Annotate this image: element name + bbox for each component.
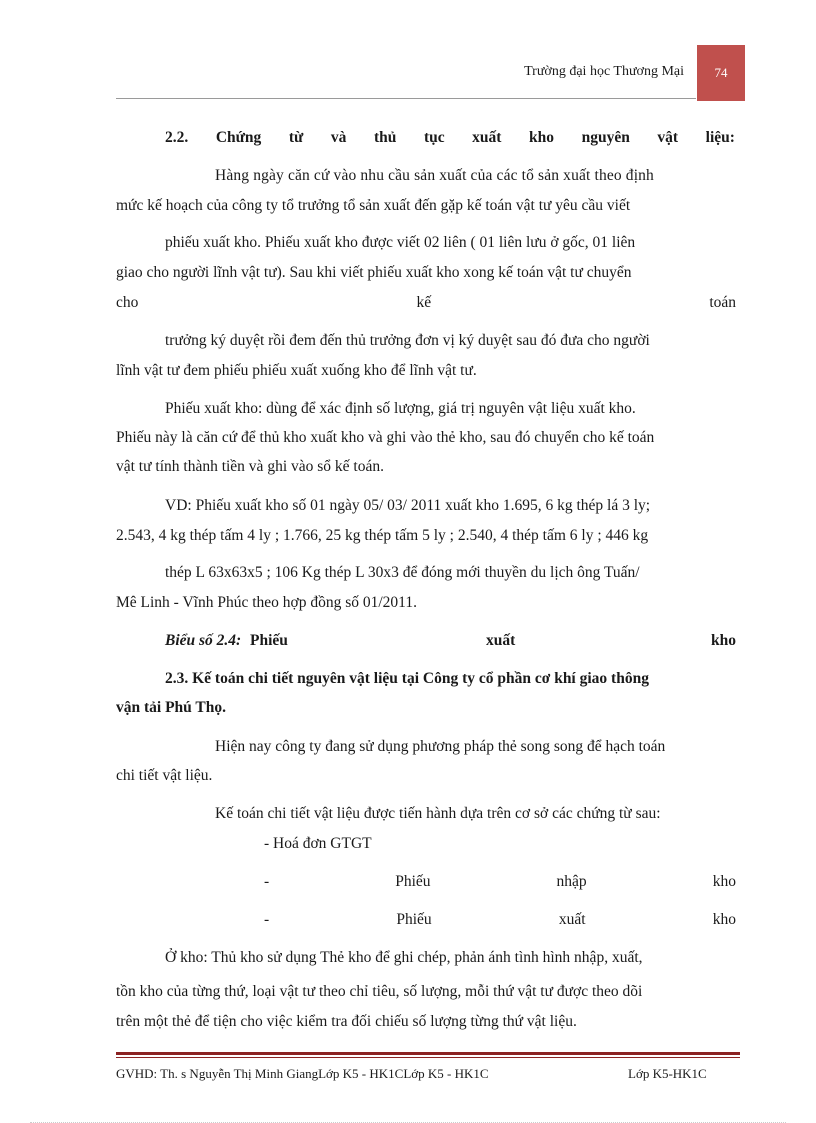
para6-line1: Ở kho: Thủ kho sử dụng Thẻ kho để ghi chép, phản ánh tình hình nhập, xuất, (165, 949, 643, 966)
para2-line1: Phiếu xuất kho: dùng để xác định số lượng, giá trị nguyên vật liệu xuất kho. (165, 400, 636, 417)
bullet-hoa-don: - Hoá đơn GTGT (264, 835, 372, 852)
para1-line5: cho kế toán (116, 294, 736, 311)
bullet-phieu-xuat: - Phiếu xuất kho (264, 911, 736, 928)
para1-line1: Hàng ngày căn cứ vào nhu cầu sản xuất của các tổ sản xuất theo định (215, 167, 654, 184)
para2-line2: Phiếu này là căn cứ để thủ kho xuất kho và ghi vào thẻ kho, sau đó chuyển cho kế toán (116, 429, 655, 446)
bieu-so-line: Biểu số 2.4: Phiếu xuất kho (165, 632, 736, 649)
header-title: Trường đại học Thương Mại (524, 64, 684, 79)
heading-2-2: 2.2. Chứng từ và thủ tục xuất kho nguyên vật liệu: (165, 129, 735, 146)
para5-line1: Kế toán chi tiết vật liệu được tiến hành dựa trên cơ sở các chứng từ sau: (215, 805, 661, 822)
bieu-so-label: Biểu số 2.4: (165, 632, 242, 649)
para2-line3: vật tư tính thành tiền và ghi vào sổ kế toán. (116, 458, 384, 475)
footer-right: Lớp K5-HK1C (628, 1066, 707, 1081)
header-rule (116, 98, 696, 99)
bullet-phieu-nhap: - Phiếu nhập kho (264, 873, 736, 890)
para3-line2: 2.543, 4 kg thép tấm 4 ly ; 1.766, 25 kg thép tấm 5 ly ; 2.540, 4 thép tấm 6 ly ; 446 kg (116, 527, 649, 544)
para1-line7: lĩnh vật tư đem phiếu phiếu xuất xuống kho để lĩnh vật tư. (116, 362, 477, 379)
page-number-box (697, 45, 745, 101)
page-number: 74 (714, 65, 728, 80)
para3-line3: thép L 63x63x5 ; 106 Kg thép L 30x3 để đóng mới thuyền du lịch ông Tuấn/ (165, 564, 640, 581)
para3-line4: Mê Linh - Vĩnh Phúc theo hợp đồng số 01/2011. (116, 594, 417, 611)
para1-line3: phiếu xuất kho. Phiếu xuất kho được viết 02 liên ( 01 liên lưu ở gốc, 01 liên (165, 234, 636, 251)
para1-line2: mức kế hoạch của công ty tổ trưởng tổ sản xuất đến gặp kế toán vật tư yêu cầu viết (116, 197, 631, 214)
para6-line3: trên một thẻ để tiện cho việc kiểm tra đối chiếu số lượng từng thứ vật liệu. (116, 1013, 577, 1030)
heading-2-3-line2: vận tải Phú Thọ. (116, 699, 226, 716)
para3-line1: VD: Phiếu xuất kho số 01 ngày 05/ 03/ 2011 xuất kho 1.695, 6 kg thép lá 3 ly; (165, 497, 651, 514)
para1-line6: trưởng ký duyệt rồi đem đến thủ trưởng đơn vị ký duyệt sau đó đưa cho người (165, 332, 650, 349)
footer-left: GVHD: Th. s Nguyễn Thị Minh GiangLớp K5 - HK1CLớp K5 - HK1C (116, 1066, 489, 1081)
para4-line1: Hiện nay công ty đang sử dụng phương pháp thẻ song song để hạch toán (215, 738, 666, 755)
para4-line2: chi tiết vật liệu. (116, 767, 213, 784)
footer-rule-thick (116, 1052, 740, 1055)
heading-2-3-line1: 2.3. Kế toán chi tiết nguyên vật liệu tại Công ty cổ phần cơ khí giao thông (165, 670, 649, 687)
para6-line2: tồn kho của từng thứ, loại vật tư theo chỉ tiêu, số lượng, mỗi thứ vật tư được theo dõi (116, 983, 643, 1000)
footer-rule-thin (116, 1057, 740, 1058)
para1-line4: giao cho người lĩnh vật tư). Sau khi viết phiếu xuất kho xong kế toán vật tư chuyển (116, 264, 632, 281)
